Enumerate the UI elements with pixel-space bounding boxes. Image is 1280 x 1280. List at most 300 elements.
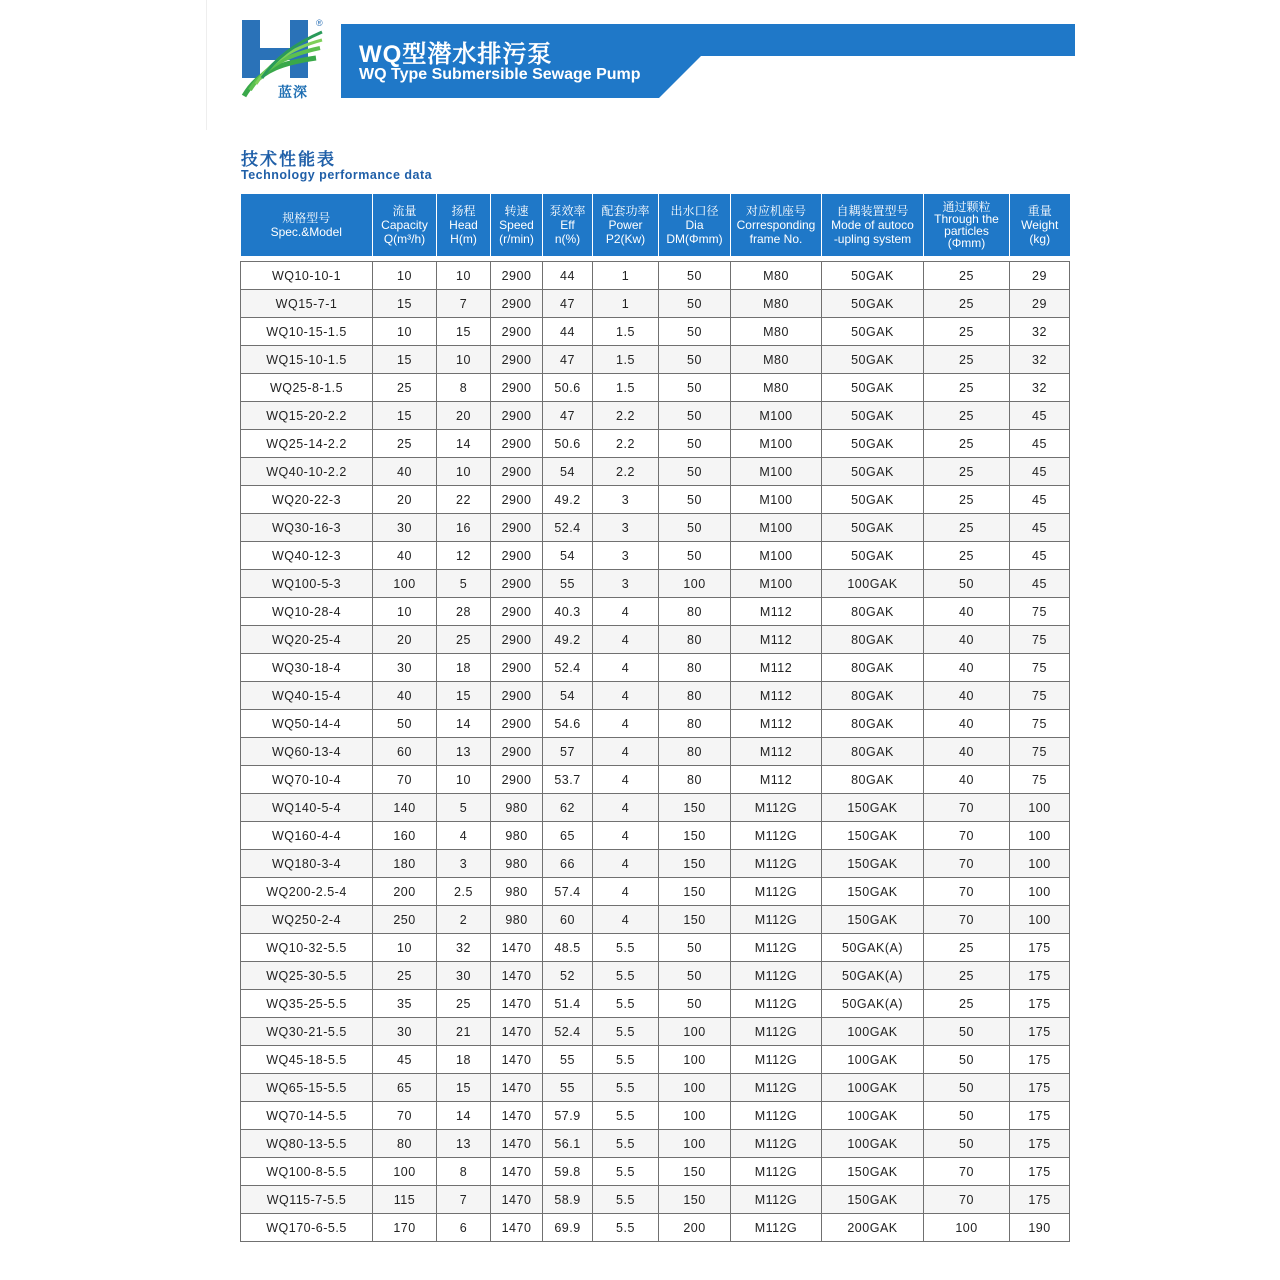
cell-head: 14 xyxy=(437,1102,491,1130)
cell-particles: 40 xyxy=(924,766,1010,794)
cell-head: 10 xyxy=(437,458,491,486)
table-row xyxy=(241,598,1070,626)
cell-capacity: 30 xyxy=(373,514,437,542)
cell-weight: 75 xyxy=(1010,682,1070,710)
cell-head: 15 xyxy=(437,318,491,346)
cell-efficiency: 55 xyxy=(543,1046,593,1074)
cell-capacity: 15 xyxy=(373,346,437,374)
cell-head: 25 xyxy=(437,626,491,654)
cell-efficiency: 56.1 xyxy=(543,1130,593,1158)
table-row xyxy=(241,318,1070,346)
cell-head: 13 xyxy=(437,1130,491,1158)
cell-efficiency: 55 xyxy=(543,1074,593,1102)
cell-diameter: 50 xyxy=(659,486,731,514)
cell-autocoupling: 80GAK xyxy=(822,738,924,766)
cell-capacity: 250 xyxy=(373,906,437,934)
header-cn: 出水口径 xyxy=(670,204,719,218)
header-unit: (Φmm) xyxy=(947,236,986,250)
table-row xyxy=(241,374,1070,402)
cell-weight: 32 xyxy=(1010,318,1070,346)
cell-diameter: 150 xyxy=(659,878,731,906)
cell-particles: 70 xyxy=(924,1186,1010,1214)
cell-diameter: 150 xyxy=(659,1186,731,1214)
cell-model: WQ25-8-1.5 xyxy=(241,374,373,402)
cell-power: 4 xyxy=(593,766,659,794)
cell-efficiency: 57.4 xyxy=(543,878,593,906)
cell-efficiency: 47 xyxy=(543,346,593,374)
cell-particles: 50 xyxy=(924,1130,1010,1158)
cell-frame-no: M112 xyxy=(731,626,822,654)
cell-weight: 100 xyxy=(1010,906,1070,934)
cell-weight: 45 xyxy=(1010,430,1070,458)
header-capacity xyxy=(373,194,437,256)
cell-autocoupling: 50GAK xyxy=(822,318,924,346)
cell-frame-no: M112 xyxy=(731,738,822,766)
cell-diameter: 50 xyxy=(659,934,731,962)
cell-capacity: 15 xyxy=(373,290,437,318)
cell-capacity: 40 xyxy=(373,458,437,486)
cell-capacity: 80 xyxy=(373,1130,437,1158)
cell-frame-no: M100 xyxy=(731,514,822,542)
cell-particles: 25 xyxy=(924,514,1010,542)
table-row xyxy=(241,402,1070,430)
cell-capacity: 160 xyxy=(373,822,437,850)
table-row xyxy=(241,962,1070,990)
cell-diameter: 50 xyxy=(659,430,731,458)
cell-frame-no: M112G xyxy=(731,1074,822,1102)
cell-power: 4 xyxy=(593,822,659,850)
cell-capacity: 60 xyxy=(373,738,437,766)
table-row xyxy=(241,514,1070,542)
cell-frame-no: M112G xyxy=(731,1102,822,1130)
cell-autocoupling: 100GAK xyxy=(822,1074,924,1102)
cell-model: WQ10-15-1.5 xyxy=(241,318,373,346)
header-en: Corresponding xyxy=(736,218,816,232)
cell-model: WQ30-21-5.5 xyxy=(241,1018,373,1046)
table-row xyxy=(241,850,1070,878)
cell-speed: 2900 xyxy=(491,766,543,794)
cell-diameter: 50 xyxy=(659,990,731,1018)
cell-efficiency: 58.9 xyxy=(543,1186,593,1214)
cell-power: 4 xyxy=(593,626,659,654)
table-row xyxy=(241,710,1070,738)
cell-frame-no: M112G xyxy=(731,794,822,822)
cell-frame-no: M80 xyxy=(731,290,822,318)
header-efficiency xyxy=(543,194,593,256)
cell-efficiency: 54 xyxy=(543,682,593,710)
table-row xyxy=(241,878,1070,906)
cell-head: 15 xyxy=(437,1074,491,1102)
cell-model: WQ15-7-1 xyxy=(241,290,373,318)
table-row xyxy=(241,906,1070,934)
cell-autocoupling: 50GAK(A) xyxy=(822,962,924,990)
cell-diameter: 50 xyxy=(659,346,731,374)
cell-head: 15 xyxy=(437,682,491,710)
header-unit: (r/min) xyxy=(499,232,534,246)
performance-table xyxy=(240,194,1070,1242)
logo-text: 蓝深 xyxy=(278,84,308,100)
cell-power: 3 xyxy=(593,486,659,514)
cell-head: 14 xyxy=(437,430,491,458)
cell-model: WQ25-30-5.5 xyxy=(241,962,373,990)
cell-autocoupling: 150GAK xyxy=(822,1158,924,1186)
cell-diameter: 80 xyxy=(659,682,731,710)
cell-autocoupling: 150GAK xyxy=(822,878,924,906)
table-row xyxy=(241,990,1070,1018)
cell-efficiency: 49.2 xyxy=(543,626,593,654)
cell-particles: 25 xyxy=(924,346,1010,374)
cell-capacity: 65 xyxy=(373,1074,437,1102)
cell-capacity: 10 xyxy=(373,598,437,626)
cell-capacity: 25 xyxy=(373,374,437,402)
cell-efficiency: 47 xyxy=(543,402,593,430)
cell-model: WQ20-25-4 xyxy=(241,626,373,654)
cell-autocoupling: 50GAK xyxy=(822,430,924,458)
cell-autocoupling: 100GAK xyxy=(822,1102,924,1130)
table-row xyxy=(241,430,1070,458)
cell-head: 10 xyxy=(437,346,491,374)
cell-head: 8 xyxy=(437,374,491,402)
cell-autocoupling: 100GAK xyxy=(822,1046,924,1074)
banner-title-cn: WQ型潜水排污泵 xyxy=(359,41,553,68)
cell-model: WQ10-10-1 xyxy=(241,262,373,290)
cell-model: WQ20-22-3 xyxy=(241,486,373,514)
header-en: Dia xyxy=(685,218,704,232)
cell-frame-no: M100 xyxy=(731,458,822,486)
cell-model: WQ15-20-2.2 xyxy=(241,402,373,430)
cell-speed: 2900 xyxy=(491,486,543,514)
cell-efficiency: 53.7 xyxy=(543,766,593,794)
cell-capacity: 35 xyxy=(373,990,437,1018)
cell-model: WQ180-3-4 xyxy=(241,850,373,878)
cell-capacity: 30 xyxy=(373,654,437,682)
cell-diameter: 150 xyxy=(659,906,731,934)
cell-capacity: 45 xyxy=(373,1046,437,1074)
cell-head: 8 xyxy=(437,1158,491,1186)
cell-frame-no: M112 xyxy=(731,682,822,710)
cell-speed: 2900 xyxy=(491,290,543,318)
table-row xyxy=(241,1130,1070,1158)
cell-efficiency: 65 xyxy=(543,822,593,850)
cell-power: 1 xyxy=(593,262,659,290)
cell-weight: 75 xyxy=(1010,626,1070,654)
cell-head: 14 xyxy=(437,710,491,738)
cell-weight: 32 xyxy=(1010,346,1070,374)
cell-particles: 25 xyxy=(924,262,1010,290)
header-spec-model xyxy=(241,194,373,256)
cell-head: 30 xyxy=(437,962,491,990)
cell-power: 4 xyxy=(593,710,659,738)
cell-speed: 2900 xyxy=(491,654,543,682)
cell-autocoupling: 50GAK xyxy=(822,514,924,542)
cell-capacity: 200 xyxy=(373,878,437,906)
cell-efficiency: 54 xyxy=(543,458,593,486)
cell-particles: 70 xyxy=(924,850,1010,878)
cell-head: 7 xyxy=(437,290,491,318)
cell-model: WQ80-13-5.5 xyxy=(241,1130,373,1158)
cell-particles: 25 xyxy=(924,962,1010,990)
cell-head: 25 xyxy=(437,990,491,1018)
table-row xyxy=(241,1074,1070,1102)
cell-diameter: 80 xyxy=(659,766,731,794)
cell-capacity: 25 xyxy=(373,962,437,990)
cell-diameter: 50 xyxy=(659,262,731,290)
table-row xyxy=(241,1186,1070,1214)
cell-head: 4 xyxy=(437,822,491,850)
header-unit: -upling system xyxy=(833,232,912,246)
cell-power: 5.5 xyxy=(593,1046,659,1074)
cell-autocoupling: 150GAK xyxy=(822,850,924,878)
cell-power: 5.5 xyxy=(593,934,659,962)
section-title-cn: 技术性能表 xyxy=(241,150,336,169)
cell-frame-no: M112G xyxy=(731,962,822,990)
cell-power: 5.5 xyxy=(593,1186,659,1214)
header-frame-no xyxy=(731,194,822,256)
cell-frame-no: M112G xyxy=(731,1186,822,1214)
cell-speed: 980 xyxy=(491,906,543,934)
cell-capacity: 50 xyxy=(373,710,437,738)
cell-particles: 25 xyxy=(924,318,1010,346)
cell-speed: 1470 xyxy=(491,1130,543,1158)
cell-weight: 75 xyxy=(1010,710,1070,738)
cell-speed: 2900 xyxy=(491,430,543,458)
cell-power: 4 xyxy=(593,850,659,878)
cell-weight: 175 xyxy=(1010,1186,1070,1214)
cell-capacity: 20 xyxy=(373,626,437,654)
cell-head: 5 xyxy=(437,570,491,598)
cell-frame-no: M112 xyxy=(731,710,822,738)
cell-frame-no: M112G xyxy=(731,878,822,906)
cell-frame-no: M112 xyxy=(731,598,822,626)
cell-weight: 29 xyxy=(1010,290,1070,318)
cell-efficiency: 57.9 xyxy=(543,1102,593,1130)
cell-diameter: 80 xyxy=(659,598,731,626)
cell-head: 20 xyxy=(437,402,491,430)
cell-power: 4 xyxy=(593,738,659,766)
cell-speed: 2900 xyxy=(491,710,543,738)
cell-capacity: 25 xyxy=(373,430,437,458)
table-header xyxy=(241,194,1070,262)
cell-weight: 190 xyxy=(1010,1214,1070,1242)
cell-efficiency: 47 xyxy=(543,290,593,318)
cell-model: WQ170-6-5.5 xyxy=(241,1214,373,1242)
cell-efficiency: 59.8 xyxy=(543,1158,593,1186)
table-row xyxy=(241,346,1070,374)
cell-particles: 25 xyxy=(924,374,1010,402)
header-speed xyxy=(491,194,543,256)
header-en: Speed xyxy=(499,218,534,232)
cell-particles: 70 xyxy=(924,906,1010,934)
cell-head: 10 xyxy=(437,262,491,290)
header-unit: DM(Φmm) xyxy=(666,232,723,246)
header-weight xyxy=(1010,194,1070,256)
cell-head: 22 xyxy=(437,486,491,514)
table-row xyxy=(241,1018,1070,1046)
cell-efficiency: 54 xyxy=(543,542,593,570)
cell-efficiency: 62 xyxy=(543,794,593,822)
registered-mark: ® xyxy=(316,18,323,28)
cell-diameter: 150 xyxy=(659,1158,731,1186)
cell-power: 4 xyxy=(593,794,659,822)
cell-diameter: 150 xyxy=(659,850,731,878)
cell-power: 5.5 xyxy=(593,990,659,1018)
cell-model: WQ115-7-5.5 xyxy=(241,1186,373,1214)
cell-model: WQ10-28-4 xyxy=(241,598,373,626)
header-autocoupling xyxy=(822,194,924,256)
cell-diameter: 50 xyxy=(659,514,731,542)
cell-model: WQ50-14-4 xyxy=(241,710,373,738)
cell-autocoupling: 150GAK xyxy=(822,1186,924,1214)
cell-frame-no: M100 xyxy=(731,430,822,458)
cell-efficiency: 44 xyxy=(543,318,593,346)
cell-autocoupling: 50GAK xyxy=(822,402,924,430)
header-power xyxy=(593,194,659,256)
cell-autocoupling: 80GAK xyxy=(822,682,924,710)
cell-power: 5.5 xyxy=(593,962,659,990)
cell-diameter: 100 xyxy=(659,570,731,598)
cell-speed: 1470 xyxy=(491,1186,543,1214)
cell-efficiency: 49.2 xyxy=(543,486,593,514)
cell-speed: 1470 xyxy=(491,962,543,990)
cell-frame-no: M112G xyxy=(731,1158,822,1186)
cell-particles: 50 xyxy=(924,1074,1010,1102)
cell-diameter: 50 xyxy=(659,542,731,570)
cell-efficiency: 60 xyxy=(543,906,593,934)
cell-power: 2.2 xyxy=(593,402,659,430)
cell-autocoupling: 80GAK xyxy=(822,598,924,626)
cell-efficiency: 48.5 xyxy=(543,934,593,962)
table-row xyxy=(241,682,1070,710)
cell-power: 4 xyxy=(593,682,659,710)
cell-model: WQ15-10-1.5 xyxy=(241,346,373,374)
table-row xyxy=(241,486,1070,514)
cell-particles: 25 xyxy=(924,542,1010,570)
header-unit: H(m) xyxy=(450,232,477,246)
cell-diameter: 50 xyxy=(659,402,731,430)
header-en: Mode of autoco xyxy=(831,218,914,232)
cell-speed: 2900 xyxy=(491,738,543,766)
brand-logo xyxy=(240,18,330,104)
cell-weight: 75 xyxy=(1010,766,1070,794)
cell-model: WQ60-13-4 xyxy=(241,738,373,766)
cell-particles: 70 xyxy=(924,794,1010,822)
cell-power: 5.5 xyxy=(593,1214,659,1242)
header-unit: n(%) xyxy=(554,232,581,246)
cell-weight: 45 xyxy=(1010,402,1070,430)
cell-autocoupling: 80GAK xyxy=(822,710,924,738)
cell-weight: 175 xyxy=(1010,1158,1070,1186)
table-row xyxy=(241,1102,1070,1130)
cell-particles: 25 xyxy=(924,486,1010,514)
header-unit: frame No. xyxy=(749,232,803,246)
cell-weight: 45 xyxy=(1010,458,1070,486)
cell-power: 3 xyxy=(593,570,659,598)
header-cn: 配套功率 xyxy=(601,204,650,218)
cell-weight: 175 xyxy=(1010,1046,1070,1074)
cell-particles: 25 xyxy=(924,430,1010,458)
cell-capacity: 70 xyxy=(373,1102,437,1130)
cell-diameter: 80 xyxy=(659,710,731,738)
cell-speed: 980 xyxy=(491,794,543,822)
table-row xyxy=(241,542,1070,570)
cell-particles: 40 xyxy=(924,738,1010,766)
cell-head: 12 xyxy=(437,542,491,570)
header-en: Eff xyxy=(560,218,575,232)
cell-model: WQ200-2.5-4 xyxy=(241,878,373,906)
cell-frame-no: M100 xyxy=(731,402,822,430)
cell-head: 18 xyxy=(437,654,491,682)
cell-autocoupling: 150GAK xyxy=(822,906,924,934)
cell-speed: 1470 xyxy=(491,1018,543,1046)
cell-particles: 40 xyxy=(924,598,1010,626)
table-row xyxy=(241,1158,1070,1186)
cell-efficiency: 57 xyxy=(543,738,593,766)
cell-capacity: 100 xyxy=(373,570,437,598)
cell-efficiency: 52.4 xyxy=(543,654,593,682)
cell-particles: 40 xyxy=(924,654,1010,682)
cell-model: WQ140-5-4 xyxy=(241,794,373,822)
cell-speed: 2900 xyxy=(491,682,543,710)
table-row xyxy=(241,570,1070,598)
cell-autocoupling: 80GAK xyxy=(822,654,924,682)
cell-model: WQ40-12-3 xyxy=(241,542,373,570)
cell-weight: 175 xyxy=(1010,962,1070,990)
table-row xyxy=(241,766,1070,794)
cell-weight: 175 xyxy=(1010,1074,1070,1102)
cell-frame-no: M112 xyxy=(731,654,822,682)
cell-efficiency: 55 xyxy=(543,570,593,598)
header-cn: 扬程 xyxy=(451,204,476,218)
cell-capacity: 40 xyxy=(373,682,437,710)
header-en: Weight xyxy=(1021,218,1059,232)
cell-capacity: 15 xyxy=(373,402,437,430)
cell-frame-no: M80 xyxy=(731,346,822,374)
cell-capacity: 40 xyxy=(373,542,437,570)
cell-capacity: 115 xyxy=(373,1186,437,1214)
cell-capacity: 180 xyxy=(373,850,437,878)
table-row xyxy=(241,654,1070,682)
cell-diameter: 100 xyxy=(659,1018,731,1046)
table-row xyxy=(241,626,1070,654)
table-row xyxy=(241,822,1070,850)
table-row xyxy=(241,290,1070,318)
cell-weight: 45 xyxy=(1010,542,1070,570)
header-en: Spec.&Model xyxy=(270,225,342,239)
cell-frame-no: M112G xyxy=(731,1214,822,1242)
cell-particles: 70 xyxy=(924,822,1010,850)
cell-speed: 2900 xyxy=(491,262,543,290)
header-cn: 通过颗粒 xyxy=(942,200,991,214)
cell-head: 18 xyxy=(437,1046,491,1074)
cell-diameter: 80 xyxy=(659,738,731,766)
cell-efficiency: 52.4 xyxy=(543,514,593,542)
cell-frame-no: M112G xyxy=(731,1046,822,1074)
cell-head: 32 xyxy=(437,934,491,962)
cell-speed: 2900 xyxy=(491,542,543,570)
cell-diameter: 50 xyxy=(659,290,731,318)
cell-particles: 25 xyxy=(924,990,1010,1018)
cell-head: 5 xyxy=(437,794,491,822)
cell-autocoupling: 50GAK xyxy=(822,262,924,290)
cell-efficiency: 40.3 xyxy=(543,598,593,626)
cell-head: 6 xyxy=(437,1214,491,1242)
table-body xyxy=(241,262,1070,1242)
cell-speed: 980 xyxy=(491,878,543,906)
cell-head: 10 xyxy=(437,766,491,794)
cell-capacity: 140 xyxy=(373,794,437,822)
cell-weight: 175 xyxy=(1010,934,1070,962)
cell-head: 7 xyxy=(437,1186,491,1214)
